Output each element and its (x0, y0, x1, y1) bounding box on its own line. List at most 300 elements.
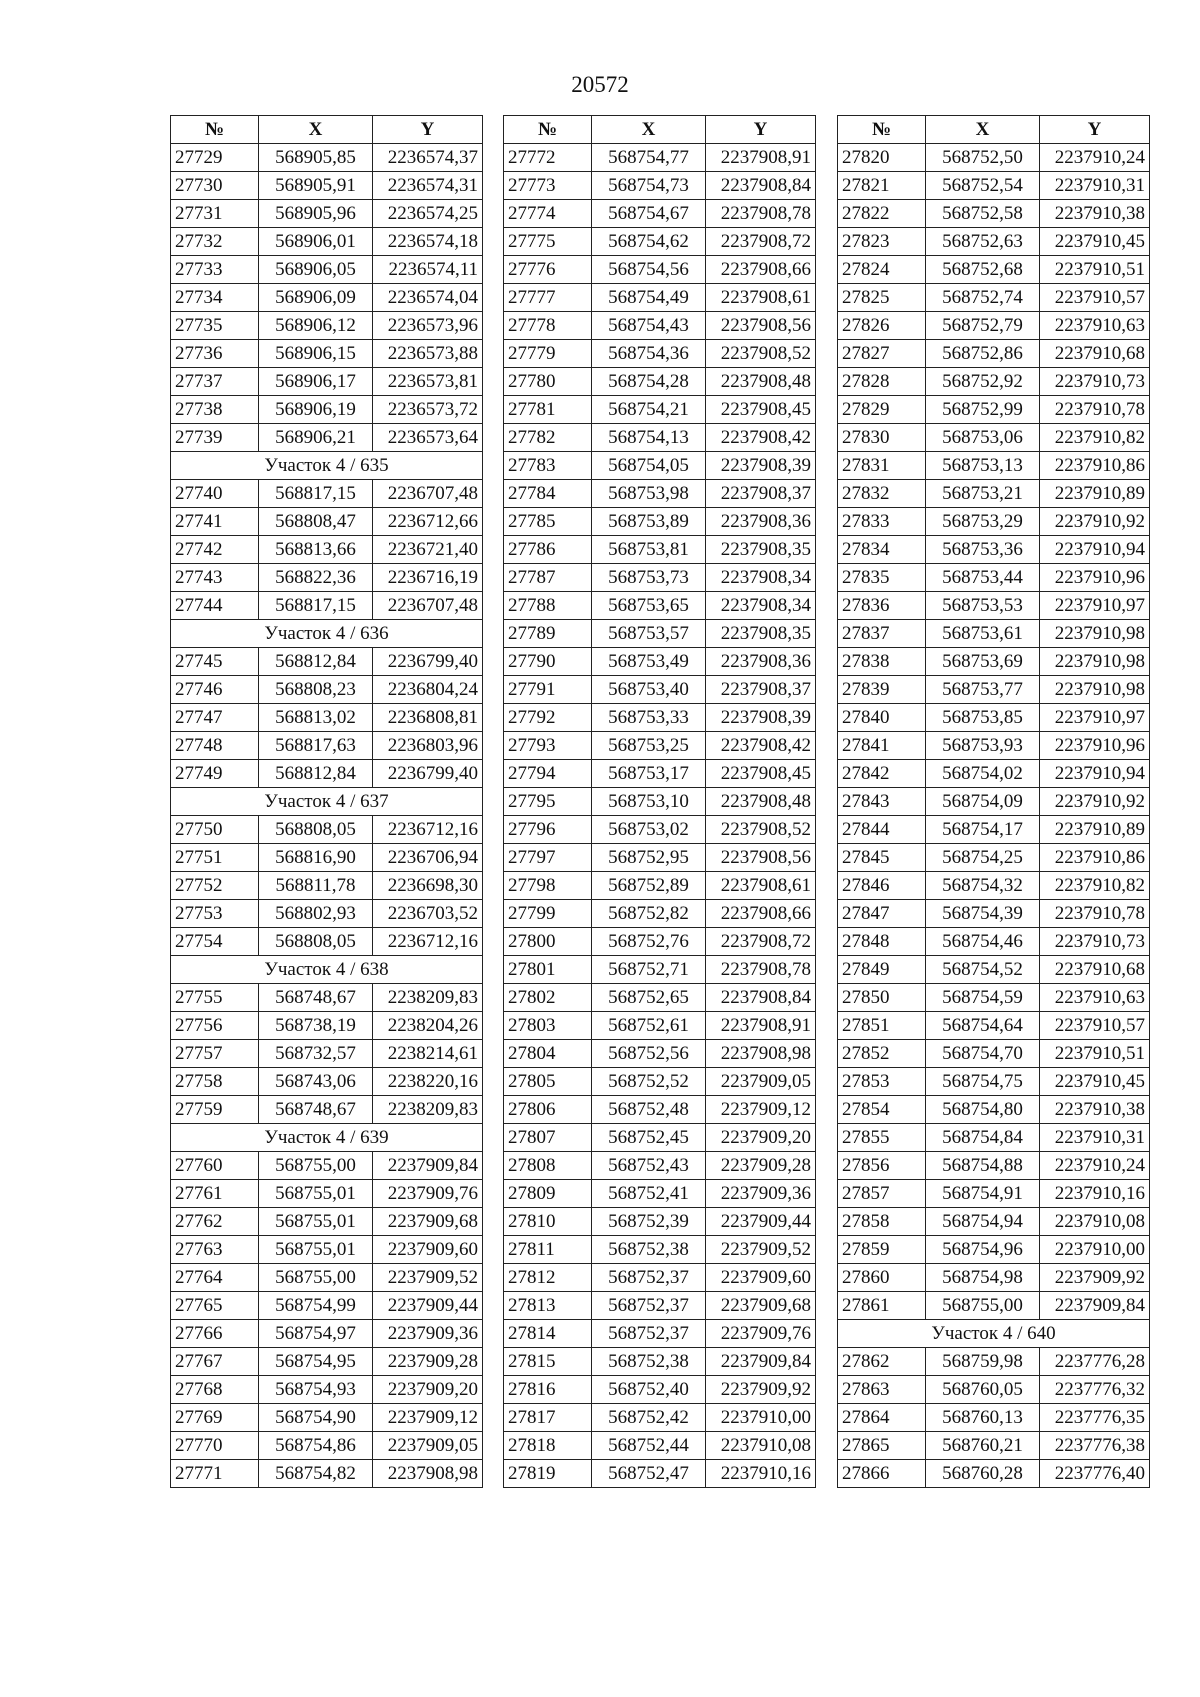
point-number-cell: 27823 (838, 228, 926, 256)
y-coordinate-cell: 2237910,97 (1040, 592, 1150, 620)
x-coordinate-cell: 568760,28 (926, 1460, 1040, 1488)
point-number-cell: 27862 (838, 1348, 926, 1376)
y-coordinate-cell: 2237908,45 (706, 760, 816, 788)
x-coordinate-cell: 568754,39 (926, 900, 1040, 928)
point-number-cell: 27814 (504, 1320, 592, 1348)
point-number-cell: 27856 (838, 1152, 926, 1180)
x-coordinate-cell: 568905,96 (259, 200, 373, 228)
point-number-cell: 27834 (838, 536, 926, 564)
x-coordinate-cell: 568754,64 (926, 1012, 1040, 1040)
table-row (171, 1236, 483, 1264)
x-coordinate-cell: 568752,45 (592, 1124, 706, 1152)
y-coordinate-cell: 2237910,68 (1040, 956, 1150, 984)
table-row (171, 536, 483, 564)
table-row (838, 592, 1150, 620)
y-coordinate-cell: 2237910,82 (1040, 424, 1150, 452)
y-coordinate-cell: 2237910,98 (1040, 648, 1150, 676)
table-row (504, 564, 816, 592)
point-number-cell: 27778 (504, 312, 592, 340)
point-number-cell: 27790 (504, 648, 592, 676)
x-coordinate-cell: 568754,96 (926, 1236, 1040, 1264)
x-coordinate-cell: 568738,19 (259, 1012, 373, 1040)
point-number-cell: 27800 (504, 928, 592, 956)
point-number-cell: 27733 (171, 256, 259, 284)
y-coordinate-cell: 2237776,38 (1040, 1432, 1150, 1460)
table-row (504, 368, 816, 396)
section-row (838, 1320, 1150, 1348)
section-row (171, 788, 483, 816)
table-row (171, 984, 483, 1012)
table-row (838, 1292, 1150, 1320)
point-number-cell: 27765 (171, 1292, 259, 1320)
x-coordinate-cell: 568752,40 (592, 1376, 706, 1404)
point-number-cell: 27846 (838, 872, 926, 900)
y-coordinate-cell: 2237910,57 (1040, 1012, 1150, 1040)
x-coordinate-cell: 568755,00 (259, 1152, 373, 1180)
table-row (838, 984, 1150, 1012)
x-coordinate-cell: 568752,92 (926, 368, 1040, 396)
x-coordinate-cell: 568752,39 (592, 1208, 706, 1236)
table-row (838, 844, 1150, 872)
table-row (504, 1404, 816, 1432)
y-coordinate-cell: 2237908,98 (706, 1040, 816, 1068)
point-number-cell: 27860 (838, 1264, 926, 1292)
x-coordinate-cell: 568753,02 (592, 816, 706, 844)
table-row (171, 872, 483, 900)
x-coordinate-cell: 568753,33 (592, 704, 706, 732)
x-coordinate-cell: 568808,23 (259, 676, 373, 704)
table-row (504, 228, 816, 256)
point-number-cell: 27866 (838, 1460, 926, 1488)
table-row (171, 592, 483, 620)
table-row (504, 536, 816, 564)
table-row (838, 1404, 1150, 1432)
x-coordinate-cell: 568752,41 (592, 1180, 706, 1208)
point-number-cell: 27804 (504, 1040, 592, 1068)
y-coordinate-cell: 2236712,16 (373, 928, 483, 956)
x-coordinate-cell: 568906,01 (259, 228, 373, 256)
table-row (171, 368, 483, 396)
y-coordinate-cell: 2237908,84 (706, 984, 816, 1012)
table-row (504, 1264, 816, 1292)
point-number-cell: 27849 (838, 956, 926, 984)
y-coordinate-cell: 2236707,48 (373, 480, 483, 508)
x-coordinate-cell: 568752,56 (592, 1040, 706, 1068)
x-coordinate-cell: 568808,05 (259, 816, 373, 844)
table-row (171, 1040, 483, 1068)
y-coordinate-cell: 2236573,81 (373, 368, 483, 396)
table-row (171, 172, 483, 200)
y-coordinate-cell: 2237908,37 (706, 676, 816, 704)
y-coordinate-cell: 2236799,40 (373, 648, 483, 676)
table-row (504, 284, 816, 312)
table-header-row (838, 116, 1150, 144)
header-x: X (592, 116, 706, 144)
y-coordinate-cell: 2237910,51 (1040, 256, 1150, 284)
point-number-cell: 27763 (171, 1236, 259, 1264)
x-coordinate-cell: 568754,28 (592, 368, 706, 396)
y-coordinate-cell: 2237910,38 (1040, 200, 1150, 228)
y-coordinate-cell: 2237909,60 (706, 1264, 816, 1292)
y-coordinate-cell: 2237776,32 (1040, 1376, 1150, 1404)
header-x: X (926, 116, 1040, 144)
x-coordinate-cell: 568754,56 (592, 256, 706, 284)
x-coordinate-cell: 568808,05 (259, 928, 373, 956)
coordinates-table-middle (503, 115, 816, 1488)
point-number-cell: 27767 (171, 1348, 259, 1376)
x-coordinate-cell: 568812,84 (259, 648, 373, 676)
x-coordinate-cell: 568755,00 (926, 1292, 1040, 1320)
point-number-cell: 27749 (171, 760, 259, 788)
x-coordinate-cell: 568753,81 (592, 536, 706, 564)
x-coordinate-cell: 568760,13 (926, 1404, 1040, 1432)
x-coordinate-cell: 568753,29 (926, 508, 1040, 536)
x-coordinate-cell: 568817,63 (259, 732, 373, 760)
point-number-cell: 27803 (504, 1012, 592, 1040)
x-coordinate-cell: 568754,82 (259, 1460, 373, 1488)
y-coordinate-cell: 2236808,81 (373, 704, 483, 732)
point-number-cell: 27773 (504, 172, 592, 200)
table-row (171, 676, 483, 704)
point-number-cell: 27730 (171, 172, 259, 200)
table-row (504, 676, 816, 704)
y-coordinate-cell: 2237908,78 (706, 200, 816, 228)
table-body (504, 144, 816, 1488)
table-row (171, 200, 483, 228)
point-number-cell: 27768 (171, 1376, 259, 1404)
point-number-cell: 27752 (171, 872, 259, 900)
x-coordinate-cell: 568754,62 (592, 228, 706, 256)
point-number-cell: 27839 (838, 676, 926, 704)
table-row (171, 816, 483, 844)
x-coordinate-cell: 568752,48 (592, 1096, 706, 1124)
y-coordinate-cell: 2237909,20 (373, 1376, 483, 1404)
x-coordinate-cell: 568753,93 (926, 732, 1040, 760)
x-coordinate-cell: 568812,84 (259, 760, 373, 788)
table-row (504, 788, 816, 816)
y-coordinate-cell: 2236573,64 (373, 424, 483, 452)
point-number-cell: 27836 (838, 592, 926, 620)
x-coordinate-cell: 568752,86 (926, 340, 1040, 368)
y-coordinate-cell: 2237908,35 (706, 620, 816, 648)
section-title: Участок 4 / 638 (171, 956, 483, 984)
table-row (504, 1320, 816, 1348)
y-coordinate-cell: 2237910,86 (1040, 452, 1150, 480)
y-coordinate-cell: 2237910,92 (1040, 508, 1150, 536)
table-row (838, 1180, 1150, 1208)
y-coordinate-cell: 2236574,04 (373, 284, 483, 312)
table-row (171, 1208, 483, 1236)
point-number-cell: 27853 (838, 1068, 926, 1096)
x-coordinate-cell: 568752,82 (592, 900, 706, 928)
table-row (504, 872, 816, 900)
y-coordinate-cell: 2237910,24 (1040, 144, 1150, 172)
y-coordinate-cell: 2237908,35 (706, 536, 816, 564)
table-row (838, 396, 1150, 424)
table-row (838, 900, 1150, 928)
x-coordinate-cell: 568752,44 (592, 1432, 706, 1460)
x-coordinate-cell: 568754,70 (926, 1040, 1040, 1068)
x-coordinate-cell: 568752,37 (592, 1292, 706, 1320)
point-number-cell: 27796 (504, 816, 592, 844)
section-title: Участок 4 / 636 (171, 620, 483, 648)
point-number-cell: 27829 (838, 396, 926, 424)
y-coordinate-cell: 2236804,24 (373, 676, 483, 704)
x-coordinate-cell: 568754,13 (592, 424, 706, 452)
y-coordinate-cell: 2237908,52 (706, 340, 816, 368)
y-coordinate-cell: 2237908,48 (706, 788, 816, 816)
y-coordinate-cell: 2237908,34 (706, 592, 816, 620)
point-number-cell: 27789 (504, 620, 592, 648)
x-coordinate-cell: 568753,06 (926, 424, 1040, 452)
y-coordinate-cell: 2237908,66 (706, 900, 816, 928)
point-number-cell: 27779 (504, 340, 592, 368)
x-coordinate-cell: 568906,15 (259, 340, 373, 368)
table-row (838, 928, 1150, 956)
point-number-cell: 27766 (171, 1320, 259, 1348)
x-coordinate-cell: 568752,38 (592, 1348, 706, 1376)
x-coordinate-cell: 568752,71 (592, 956, 706, 984)
point-number-cell: 27805 (504, 1068, 592, 1096)
y-coordinate-cell: 2236707,48 (373, 592, 483, 620)
x-coordinate-cell: 568754,36 (592, 340, 706, 368)
y-coordinate-cell: 2237910,63 (1040, 312, 1150, 340)
x-coordinate-cell: 568755,00 (259, 1264, 373, 1292)
table-row (504, 312, 816, 340)
x-coordinate-cell: 568906,21 (259, 424, 373, 452)
table-row (171, 1320, 483, 1348)
table-row (504, 704, 816, 732)
y-coordinate-cell: 2236712,16 (373, 816, 483, 844)
point-number-cell: 27815 (504, 1348, 592, 1376)
table-row (504, 452, 816, 480)
y-coordinate-cell: 2236574,18 (373, 228, 483, 256)
point-number-cell: 27802 (504, 984, 592, 1012)
point-number-cell: 27782 (504, 424, 592, 452)
x-coordinate-cell: 568754,80 (926, 1096, 1040, 1124)
x-coordinate-cell: 568754,46 (926, 928, 1040, 956)
y-coordinate-cell: 2237908,39 (706, 704, 816, 732)
table-row (838, 956, 1150, 984)
y-coordinate-cell: 2237908,56 (706, 312, 816, 340)
table-row (838, 144, 1150, 172)
point-number-cell: 27786 (504, 536, 592, 564)
point-number-cell: 27748 (171, 732, 259, 760)
table-row (504, 1152, 816, 1180)
x-coordinate-cell: 568754,84 (926, 1124, 1040, 1152)
y-coordinate-cell: 2236706,94 (373, 844, 483, 872)
point-number-cell: 27753 (171, 900, 259, 928)
x-coordinate-cell: 568752,58 (926, 200, 1040, 228)
y-coordinate-cell: 2237908,39 (706, 452, 816, 480)
table-row (171, 1348, 483, 1376)
point-number-cell: 27759 (171, 1096, 259, 1124)
x-coordinate-cell: 568754,43 (592, 312, 706, 340)
x-coordinate-cell: 568753,13 (926, 452, 1040, 480)
y-coordinate-cell: 2237910,24 (1040, 1152, 1150, 1180)
point-number-cell: 27801 (504, 956, 592, 984)
table-row (504, 1040, 816, 1068)
y-coordinate-cell: 2236573,96 (373, 312, 483, 340)
table-row (838, 424, 1150, 452)
point-number-cell: 27757 (171, 1040, 259, 1068)
y-coordinate-cell: 2237910,08 (1040, 1208, 1150, 1236)
point-number-cell: 27783 (504, 452, 592, 480)
x-coordinate-cell: 568754,95 (259, 1348, 373, 1376)
point-number-cell: 27792 (504, 704, 592, 732)
y-coordinate-cell: 2237910,31 (1040, 172, 1150, 200)
y-coordinate-cell: 2237908,91 (706, 144, 816, 172)
point-number-cell: 27854 (838, 1096, 926, 1124)
table-row (171, 732, 483, 760)
x-coordinate-cell: 568754,49 (592, 284, 706, 312)
x-coordinate-cell: 568752,63 (926, 228, 1040, 256)
y-coordinate-cell: 2237908,56 (706, 844, 816, 872)
table-row (504, 256, 816, 284)
table-row (504, 1068, 816, 1096)
y-coordinate-cell: 2237910,92 (1040, 788, 1150, 816)
table-row (504, 984, 816, 1012)
x-coordinate-cell: 568753,49 (592, 648, 706, 676)
point-number-cell: 27864 (838, 1404, 926, 1432)
x-coordinate-cell: 568752,76 (592, 928, 706, 956)
x-coordinate-cell: 568754,90 (259, 1404, 373, 1432)
point-number-cell: 27816 (504, 1376, 592, 1404)
table-row (838, 648, 1150, 676)
table-row (171, 1180, 483, 1208)
point-number-cell: 27776 (504, 256, 592, 284)
x-coordinate-cell: 568748,67 (259, 984, 373, 1012)
x-coordinate-cell: 568754,05 (592, 452, 706, 480)
x-coordinate-cell: 568753,21 (926, 480, 1040, 508)
table-row (504, 1348, 816, 1376)
point-number-cell: 27863 (838, 1376, 926, 1404)
x-coordinate-cell: 568754,97 (259, 1320, 373, 1348)
y-coordinate-cell: 2237910,08 (706, 1432, 816, 1460)
y-coordinate-cell: 2237910,57 (1040, 284, 1150, 312)
y-coordinate-cell: 2237909,20 (706, 1124, 816, 1152)
point-number-cell: 27751 (171, 844, 259, 872)
y-coordinate-cell: 2237910,89 (1040, 816, 1150, 844)
point-number-cell: 27737 (171, 368, 259, 396)
table-row (838, 312, 1150, 340)
x-coordinate-cell: 568813,02 (259, 704, 373, 732)
table-row (838, 1124, 1150, 1152)
header-no: № (171, 116, 259, 144)
table-row (171, 1012, 483, 1040)
table-row (171, 844, 483, 872)
point-number-cell: 27807 (504, 1124, 592, 1152)
y-coordinate-cell: 2237909,52 (706, 1236, 816, 1264)
table-row (504, 844, 816, 872)
y-coordinate-cell: 2237910,45 (1040, 228, 1150, 256)
table-row (838, 480, 1150, 508)
point-number-cell: 27739 (171, 424, 259, 452)
y-coordinate-cell: 2236703,52 (373, 900, 483, 928)
y-coordinate-cell: 2236574,37 (373, 144, 483, 172)
y-coordinate-cell: 2238220,16 (373, 1068, 483, 1096)
table-row (838, 732, 1150, 760)
table-row (838, 816, 1150, 844)
table-row (504, 340, 816, 368)
table-row (838, 200, 1150, 228)
point-number-cell: 27770 (171, 1432, 259, 1460)
table-row (838, 340, 1150, 368)
table-row (171, 1292, 483, 1320)
y-coordinate-cell: 2236716,19 (373, 564, 483, 592)
x-coordinate-cell: 568752,79 (926, 312, 1040, 340)
x-coordinate-cell: 568759,98 (926, 1348, 1040, 1376)
table-row (171, 396, 483, 424)
y-coordinate-cell: 2236573,72 (373, 396, 483, 424)
x-coordinate-cell: 568754,59 (926, 984, 1040, 1012)
point-number-cell: 27813 (504, 1292, 592, 1320)
point-number-cell: 27774 (504, 200, 592, 228)
point-number-cell: 27729 (171, 144, 259, 172)
y-coordinate-cell: 2237908,78 (706, 956, 816, 984)
point-number-cell: 27732 (171, 228, 259, 256)
point-number-cell: 27799 (504, 900, 592, 928)
y-coordinate-cell: 2237910,78 (1040, 900, 1150, 928)
table-row (838, 620, 1150, 648)
y-coordinate-cell: 2237909,44 (373, 1292, 483, 1320)
x-coordinate-cell: 568754,21 (592, 396, 706, 424)
y-coordinate-cell: 2237908,42 (706, 732, 816, 760)
table-row (504, 1012, 816, 1040)
y-coordinate-cell: 2237908,72 (706, 928, 816, 956)
point-number-cell: 27855 (838, 1124, 926, 1152)
point-number-cell: 27840 (838, 704, 926, 732)
x-coordinate-cell: 568753,17 (592, 760, 706, 788)
x-coordinate-cell: 568754,75 (926, 1068, 1040, 1096)
x-coordinate-cell: 568752,42 (592, 1404, 706, 1432)
y-coordinate-cell: 2236574,11 (373, 256, 483, 284)
x-coordinate-cell: 568752,37 (592, 1320, 706, 1348)
point-number-cell: 27797 (504, 844, 592, 872)
coordinates-table-left (170, 115, 483, 1488)
y-coordinate-cell: 2237909,05 (373, 1432, 483, 1460)
table-row (838, 788, 1150, 816)
y-coordinate-cell: 2237910,31 (1040, 1124, 1150, 1152)
point-number-cell: 27828 (838, 368, 926, 396)
section-title: Участок 4 / 640 (838, 1320, 1150, 1348)
table-row (504, 200, 816, 228)
point-number-cell: 27745 (171, 648, 259, 676)
point-number-cell: 27847 (838, 900, 926, 928)
table-row (504, 172, 816, 200)
table-row (171, 564, 483, 592)
table-row (504, 424, 816, 452)
table-row (838, 704, 1150, 732)
x-coordinate-cell: 568822,36 (259, 564, 373, 592)
x-coordinate-cell: 568754,94 (926, 1208, 1040, 1236)
table-row (504, 1460, 816, 1488)
point-number-cell: 27761 (171, 1180, 259, 1208)
y-coordinate-cell: 2237908,61 (706, 872, 816, 900)
x-coordinate-cell: 568752,61 (592, 1012, 706, 1040)
table-row (838, 564, 1150, 592)
point-number-cell: 27735 (171, 312, 259, 340)
table-row (504, 900, 816, 928)
table-row (171, 256, 483, 284)
table-row (504, 732, 816, 760)
header-no: № (504, 116, 592, 144)
section-title: Участок 4 / 639 (171, 1124, 483, 1152)
point-number-cell: 27810 (504, 1208, 592, 1236)
table-row (171, 648, 483, 676)
point-number-cell: 27845 (838, 844, 926, 872)
y-coordinate-cell: 2237909,12 (706, 1096, 816, 1124)
